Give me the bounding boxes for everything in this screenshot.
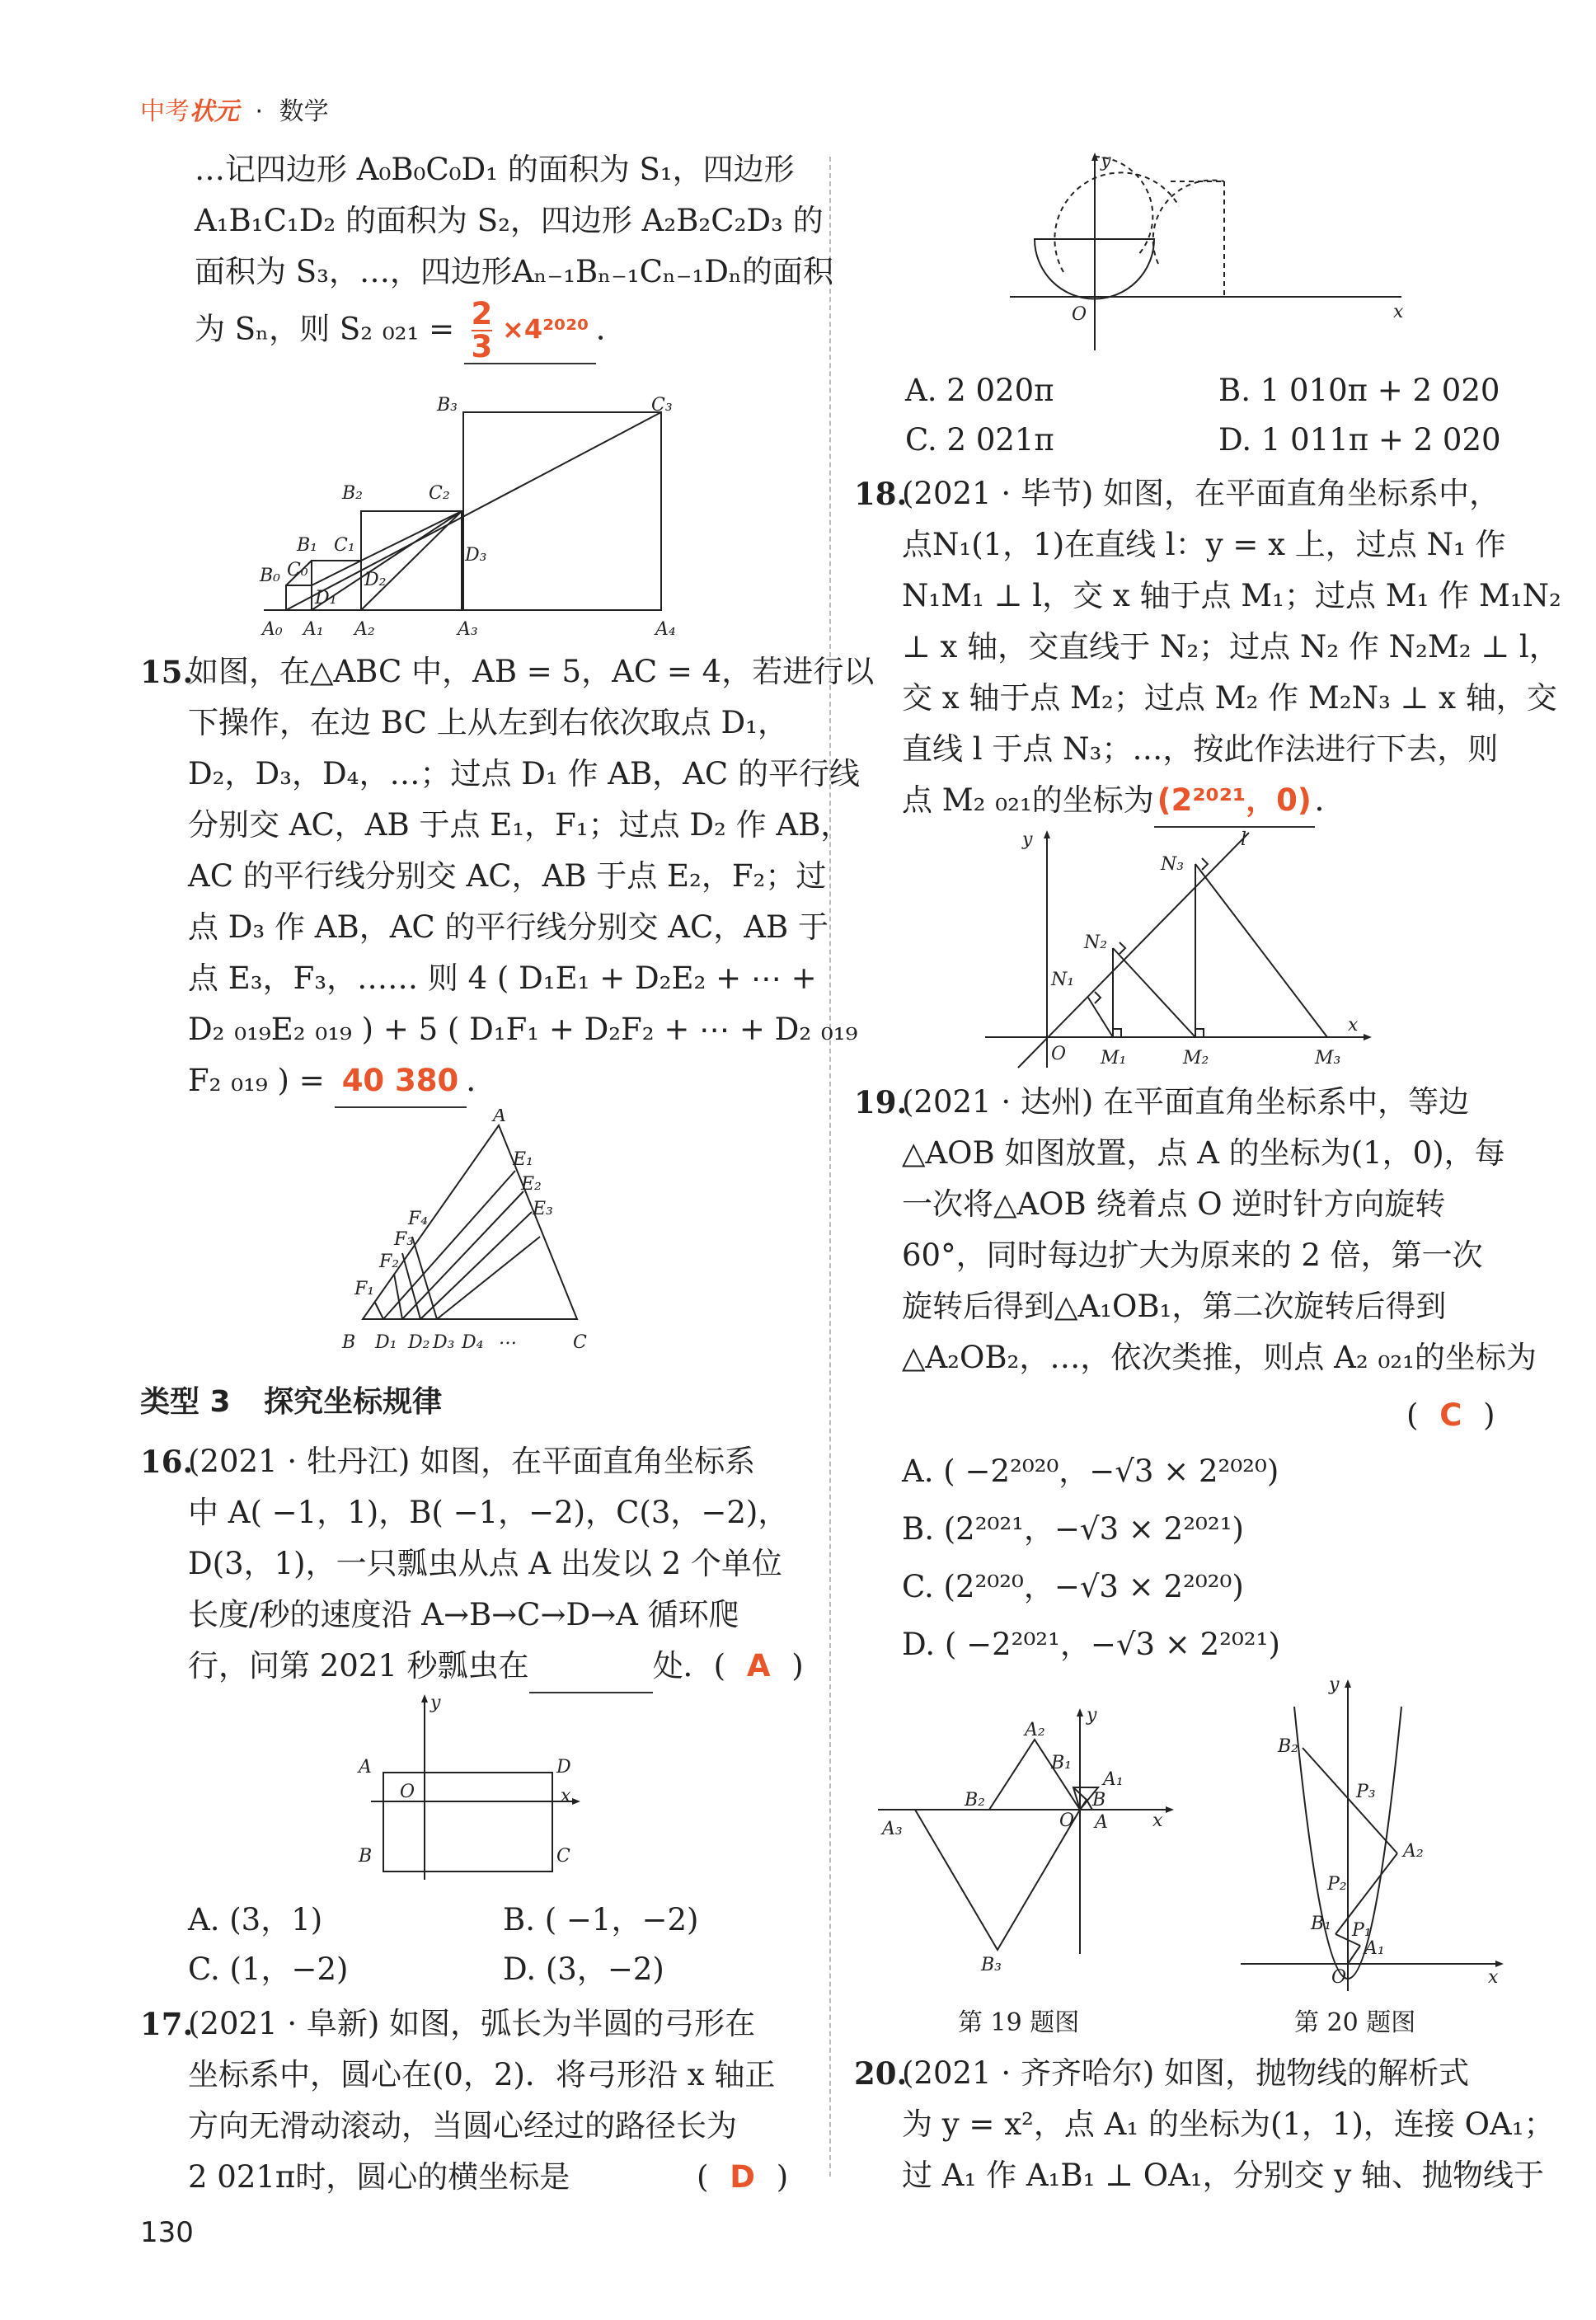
q19-line-1: (2021 · 达州) 在平面直角坐标系中，等边: [902, 1084, 1470, 1120]
fig19-label-b2: B₂: [965, 1790, 985, 1810]
fig15-label-b: B: [342, 1332, 356, 1353]
brand-mark-bold: 状元: [190, 97, 239, 126]
fig14-label-b1: B₁: [297, 535, 317, 556]
q15-line-5: AC 的平行线分别交 AC，AB 于点 E₂，F₂；过: [188, 858, 827, 894]
q16-blank: [529, 1641, 653, 1693]
fig17-label-o: O: [1072, 304, 1087, 325]
fig19-label-a: A: [1095, 1812, 1108, 1833]
q16-line-5: 行，问第 2021 秒瓢虫在: [188, 1648, 529, 1684]
column-divider: [829, 157, 831, 2177]
q16-line-2: 中 A( −1，1)，B( −1，−2)，C(3，−2)，: [188, 1495, 789, 1530]
q15-line-3: D₂，D₃，D₄，…；过点 D₁ 作 AB，AC 的平行线: [188, 756, 860, 791]
fig18-label-m1: M₁: [1101, 1048, 1127, 1068]
fig15-label-f2: F₂: [379, 1252, 400, 1272]
fig16-label-y: y: [430, 1693, 441, 1713]
q14-answer-fraction: [472, 298, 493, 363]
page-number: 130: [140, 2216, 194, 2249]
q16-close: ): [791, 1648, 804, 1684]
q18-line-5: 交 x 轴于点 M₂；过点 M₂ 作 M₂N₃ ⊥ x 轴，交: [902, 680, 1557, 716]
fig16-label-d: D: [556, 1757, 571, 1778]
q17-figure: [1006, 148, 1418, 355]
q20-figure-caption: 第 20 题图: [1294, 2008, 1416, 2037]
brand-mark: 中考: [140, 97, 190, 126]
q17-line-1: (2021 · 阜新) 如图，弧长为半圆的弓形在: [188, 2006, 756, 2041]
q15-number: 15.: [140, 654, 194, 690]
q18-answer: (2²⁰²¹，0): [1154, 775, 1315, 828]
q14-answer-denominator: 3: [471, 329, 493, 364]
q18-line-4: ⊥ x 轴，交直线于 N₂；过点 N₂ 作 N₂M₂ ⊥ l，: [902, 629, 1560, 665]
q15-answer: 40 380: [335, 1055, 467, 1108]
q20-line-1: (2021 · 齐齐哈尔) 如图，抛物线的解析式: [902, 2055, 1470, 2091]
q19-answer-paren: [1406, 1390, 1495, 1441]
q14-line-3: 面积为 S₃，…，四边形Aₙ₋₁Bₙ₋₁Cₙ₋₁Dₙ的面积: [195, 254, 833, 289]
q19-answer: C: [1439, 1397, 1462, 1433]
fig14-label-d3: D₃: [465, 545, 487, 566]
q17-option-d[interactable]: D. 1 011π + 2 020: [1218, 422, 1501, 458]
q19-number: 19.: [854, 1084, 908, 1120]
q15-line-4: 分别交 AC，AB 于点 E₁，F₁；过点 D₂ 作 AB，: [188, 807, 852, 843]
q14-line-1: …记四边形 A₀B₀C₀D₁ 的面积为 S₁，四边形: [195, 152, 795, 187]
q20-number: 20.: [854, 2055, 908, 2092]
q19-line-4: 60°，同时每边扩大为原来的 2 倍，第一次: [902, 1237, 1483, 1273]
q15-figure: [330, 1109, 610, 1356]
q14-answer-line: 为 Sₙ，则 S₂ ₀₂₁ = $\frac{2}{3}$ ×4²⁰²⁰ ．: [195, 296, 627, 364]
q15-line-1: 如图，在△ABC 中，AB = 5，AC = 4，若进行以: [188, 654, 875, 689]
fig14-label-a0: A₀: [262, 619, 283, 640]
q15-line-6: 点 D₃ 作 AB，AC 的平行线分别交 AC，AB 于: [188, 909, 829, 945]
q14-figure: [256, 387, 684, 643]
q16-number: 16.: [140, 1444, 194, 1480]
fig19-label-a1: A₁: [1103, 1769, 1124, 1790]
fig17-label-y: y: [1101, 151, 1111, 171]
q17-line-2: 坐标系中，圆心在(0，2)．将弓形沿 x 轴正: [188, 2057, 776, 2092]
q16-option-a[interactable]: A. (3，1): [188, 1902, 323, 1937]
fig14-label-c3: C₃: [651, 395, 673, 416]
fig14-label-d1: D₁: [315, 588, 337, 608]
page-header: [140, 91, 329, 127]
q19-option-b[interactable]: B. (2²⁰²¹，−√3 × 2²⁰²¹): [902, 1511, 1244, 1547]
fig18-label-n2: N₂: [1084, 932, 1108, 953]
fig20-label-o: O: [1331, 1967, 1347, 1988]
fig17-label-x: x: [1393, 302, 1404, 322]
fig14-label-a4: A₄: [655, 619, 676, 640]
q17-answer: D: [730, 2159, 755, 2195]
fig19-label-b3: B₃: [981, 1955, 1002, 1975]
q19-open: (: [1406, 1397, 1419, 1433]
q16-line-3: D(3，1)，一只瓢虫从点 A 出发以 2 个单位: [188, 1546, 782, 1581]
fig15-label-e2: E₂: [521, 1174, 542, 1195]
q18-answer-line: 点 M₂ ₀₂₁的坐标为 (2²⁰²¹，0) ．: [902, 775, 1345, 828]
q16-answer-line: [188, 1641, 804, 1693]
fig19-label-y: y: [1087, 1705, 1097, 1726]
fig19-label-o: O: [1059, 1810, 1075, 1831]
q20-line-3: 过 A₁ 作 A₁B₁ ⊥ OA₁，分别交 y 轴、抛物线于: [902, 2158, 1545, 2193]
fig14-label-b2: B₂: [342, 483, 363, 504]
q18-line-7: 点 M₂ ₀₂₁的坐标为: [902, 782, 1154, 818]
subject-title: 数学: [279, 97, 329, 126]
section-label: 类型 3: [140, 1385, 231, 1419]
q17-close: ): [776, 2159, 789, 2195]
section-title: 探究坐标规律: [264, 1385, 443, 1419]
q14-answer-blank: [464, 298, 596, 364]
q15-answer-line: F₂ ₀₁₉ ) = 40 380 ．: [188, 1055, 497, 1108]
fig15-label-e1: E₁: [513, 1149, 533, 1170]
fig18-label-x: x: [1348, 1015, 1359, 1036]
q17-number: 17.: [140, 2006, 194, 2042]
fig15-label-d4: D₄: [462, 1332, 484, 1353]
fig14-label-b3: B₃: [437, 395, 458, 416]
fig14-label-a2: A₂: [354, 619, 375, 640]
fig19-label-b: B: [1092, 1790, 1106, 1810]
fig16-label-o: O: [400, 1782, 415, 1802]
fig20-label-p1: P₁: [1352, 1920, 1372, 1941]
section-type3-heading: [140, 1378, 442, 1421]
q18-figure: [981, 824, 1377, 1072]
q15-line-8: D₂ ₀₁₉E₂ ₀₁₉ ) + 5 ( D₁F₁ + D₂F₂ + ⋯ + D₂ ₀₁₉: [188, 1012, 858, 1047]
q14-line-2: A₁B₁C₁D₂ 的面积为 S₂，四边形 A₂B₂C₂D₃ 的: [195, 203, 824, 238]
q20-line-2: 为 y = x²，点 A₁ 的坐标为(1，1)，连接 OA₁；: [902, 2106, 1555, 2142]
fig16-label-c: C: [556, 1846, 570, 1867]
fig20-label-y: y: [1329, 1674, 1340, 1695]
q16-tail: 处．(: [652, 1648, 726, 1684]
q15-line-2: 下操作，在边 BC 上从左到右依次取点 D₁，: [188, 705, 788, 740]
q18-number: 18.: [854, 476, 908, 512]
q19-close: ): [1483, 1397, 1495, 1433]
q20-figure: [1237, 1674, 1509, 1995]
fig16-label-b: B: [359, 1846, 373, 1867]
fig14-label-a3: A₃: [458, 619, 478, 640]
fig15-label-d2: D₂: [408, 1332, 430, 1353]
fig18-label-l: l: [1241, 829, 1247, 850]
q14-answer-numerator: 2: [471, 296, 493, 331]
fig18-label-n3: N₃: [1161, 854, 1185, 875]
fig20-label-b2: B₂: [1278, 1736, 1298, 1757]
fig19-label-x: x: [1152, 1810, 1163, 1831]
q19-line-2: △AOB 如图放置，点 A 的坐标为(1，0)，每: [902, 1135, 1505, 1171]
fig20-label-a1: A₁: [1364, 1938, 1385, 1959]
fig14-label-a1: A₁: [303, 619, 324, 640]
q19-option-a[interactable]: A. ( −2²⁰²⁰，−√3 × 2²⁰²⁰): [902, 1454, 1279, 1489]
fig14-label-d2: D₂: [364, 570, 387, 590]
q16-option-d[interactable]: D. (3，−2): [503, 1951, 664, 1987]
fig19-label-b1: B₁: [1051, 1753, 1072, 1773]
q16-answer: A: [746, 1648, 771, 1684]
fig20-label-p2: P₂: [1327, 1874, 1347, 1895]
fig15-label-d3: D₃: [433, 1332, 455, 1353]
fig15-label-c: C: [573, 1332, 587, 1353]
q18-line-2: 点N₁(1，1)在直线 l：y = x 上，过点 N₁ 作: [902, 527, 1506, 562]
fig16-label-a: A: [359, 1757, 372, 1778]
q14-line-4: 为 Sₙ，则 S₂ ₀₂₁ =: [195, 311, 455, 347]
q17-option-c[interactable]: C. 2 021π: [905, 422, 1054, 458]
fig20-label-b1: B₁: [1311, 1914, 1331, 1934]
fig14-label-b0: B₀: [260, 566, 280, 586]
q16-line-1: (2021 · 牡丹江) 如图，在平面直角坐标系: [188, 1444, 756, 1479]
q16-figure: [346, 1690, 594, 1888]
fig15-label-f3: F₃: [394, 1229, 415, 1250]
fig15-label-f1: F₁: [354, 1279, 375, 1299]
fig18-label-m2: M₂: [1183, 1048, 1209, 1068]
q19-line-6: △A₂OB₂，…，依次类推，则点 A₂ ₀₂₁的坐标为: [902, 1340, 1537, 1375]
q17-line-3: 方向无滑动滚动，当圆心经过的路径长为: [188, 2108, 737, 2144]
q16-line-4: 长度/秒的速度沿 A→B→C→D→A 循环爬: [188, 1597, 739, 1632]
q14-answer-power: ×4²⁰²⁰: [502, 313, 589, 345]
q18-line-6: 直线 l 于点 N₃；…，按此作法进行下去，则: [902, 731, 1499, 767]
fig20-label-p3: P₃: [1356, 1782, 1376, 1802]
fig15-label-a: A: [493, 1109, 506, 1126]
q19-option-c[interactable]: C. (2²⁰²⁰，−√3 × 2²⁰²⁰): [902, 1569, 1244, 1604]
q18-line-1: (2021 · 毕节) 如图，在平面直角坐标系中，: [902, 476, 1500, 511]
fig16-label-x: x: [561, 1786, 571, 1806]
header-separator: ·: [255, 97, 264, 126]
q16-option-c[interactable]: C. (1，−2): [188, 1951, 349, 1987]
fig20-label-x: x: [1488, 1967, 1499, 1988]
fig20-label-a2: A₂: [1403, 1841, 1424, 1862]
q19-figure-caption: 第 19 题图: [958, 2008, 1080, 2037]
q15-line-9: F₂ ₀₁₉ ) =: [188, 1063, 325, 1098]
q19-line-3: 一次将△AOB 绕着点 O 逆时针方向旋转: [902, 1186, 1446, 1222]
fig14-label-c2: C₂: [429, 483, 450, 504]
fig15-label-ellipsis: …: [499, 1328, 517, 1349]
q19-option-d[interactable]: D. ( −2²⁰²¹，−√3 × 2²⁰²¹): [902, 1627, 1280, 1662]
fig18-label-m3: M₃: [1315, 1048, 1341, 1068]
q17-option-b[interactable]: B. 1 010π + 2 020: [1218, 373, 1500, 408]
fig14-label-c1: C₁: [334, 535, 355, 556]
q16-option-b[interactable]: B. ( −1，−2): [503, 1902, 699, 1937]
fig15-label-f4: F₄: [408, 1209, 429, 1229]
q17-option-a[interactable]: A. 2 020π: [905, 373, 1054, 408]
fig18-label-n1: N₁: [1051, 970, 1075, 990]
q17-line-4: 2 021π时，圆心的横坐标是: [188, 2159, 570, 2195]
fig15-label-d1: D₁: [375, 1332, 397, 1353]
fig14-label-c0: C₀: [287, 560, 308, 580]
fig18-label-y: y: [1022, 829, 1033, 850]
fig19-label-a2: A₂: [1025, 1720, 1045, 1740]
q17-answer-paren: [697, 2152, 788, 2203]
q19-line-5: 旋转后得到△A₁OB₁，第二次旋转后得到: [902, 1289, 1447, 1324]
q19-figure: [874, 1702, 1179, 1975]
fig19-label-a3: A₃: [882, 1819, 903, 1839]
fig18-label-o: O: [1051, 1044, 1067, 1064]
q17-open: (: [697, 2159, 709, 2195]
q15-line-7: 点 E₃，F₃，…… 则 4 ( D₁E₁ + D₂E₂ + ⋯ +: [188, 960, 817, 996]
fig15-label-e3: E₃: [533, 1199, 553, 1219]
q18-line-3: N₁M₁ ⊥ l，交 x 轴于点 M₁；过点 M₁ 作 M₁N₂: [902, 578, 1561, 613]
